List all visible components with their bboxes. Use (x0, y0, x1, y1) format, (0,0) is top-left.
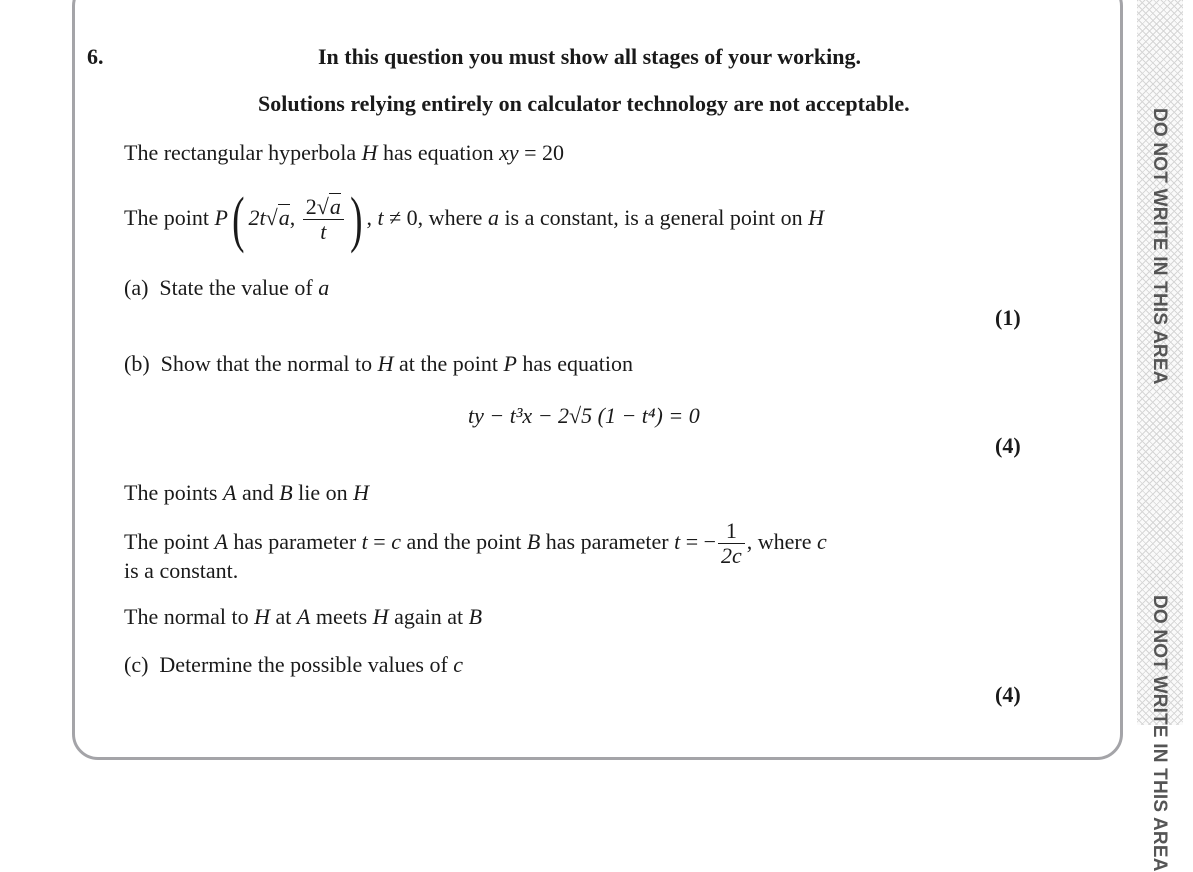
marks-b: (4) (995, 433, 1021, 458)
comma: , (289, 205, 296, 230)
question-number: 6. (87, 44, 104, 69)
denominator: t (320, 219, 327, 245)
text: = − (680, 529, 717, 554)
text: at (270, 604, 297, 629)
var-B: B (279, 480, 293, 505)
text: State the value of (159, 275, 319, 300)
part-b (124, 351, 633, 377)
normal-statement (124, 604, 482, 630)
var-t: t (361, 529, 368, 554)
var-a: a (487, 205, 499, 230)
var-H: H (372, 604, 389, 629)
text: has parameter (540, 529, 675, 554)
constant-statement: is a constant. (124, 558, 239, 583)
normal-equation: ty − t³x − 2√5 (1 − t⁴) = 0 (468, 403, 700, 428)
var-a: a (318, 275, 330, 300)
x-coordinate: 2t (248, 205, 266, 230)
text: , (366, 205, 378, 230)
text: and (236, 480, 280, 505)
var-c: c (391, 529, 401, 554)
text: The point (124, 205, 215, 230)
var-H: H (353, 480, 370, 505)
radicand: a (278, 205, 290, 230)
var-c: c (817, 529, 827, 554)
var-A: A (296, 604, 311, 629)
text: Show that the normal to (160, 351, 378, 376)
var-B: B (468, 604, 483, 629)
text: again at (388, 604, 469, 629)
points-ab-statement (124, 480, 369, 506)
part-c (124, 652, 463, 678)
text: lie on (292, 480, 354, 505)
part-label: (b) (124, 351, 150, 376)
var-c: c (453, 652, 464, 677)
y-coordinate-fraction: $\frac{2√a}{t}$ (303, 195, 344, 244)
text: The rectangular hyperbola (124, 140, 362, 165)
text: has parameter (227, 529, 362, 554)
var-H: H (808, 205, 824, 230)
text: , where (746, 529, 818, 554)
var-P: P (214, 205, 228, 230)
part-label: (a) (124, 275, 149, 300)
text: and the point (400, 529, 527, 554)
instruction-1: In this question you must show all stages of your working. (318, 44, 861, 69)
instruction-2: Solutions relying entirely on calculator technology are not acceptable. (258, 91, 910, 116)
fraction (718, 519, 745, 568)
text: has equation (377, 140, 500, 165)
part-a (124, 275, 329, 301)
text: meets (310, 604, 373, 629)
text: The points (124, 480, 223, 505)
margin-warning: DO NOT WRITE IN THIS AREA (1149, 108, 1170, 385)
var-H: H (254, 604, 271, 629)
var-A: A (223, 480, 237, 505)
text: ≠ 0, where (383, 205, 488, 230)
hyperbola-statement (124, 140, 564, 166)
text: The normal to (124, 604, 255, 629)
text: = 20 (518, 140, 565, 165)
text: at the point (393, 351, 504, 376)
var-t: t (674, 529, 681, 554)
text: is a constant, is a general point on (498, 205, 809, 230)
margin-warning-2: DO NOT WRITE IN THIS AREA (1149, 595, 1170, 872)
var-B: B (526, 529, 541, 554)
text: The point (124, 529, 215, 554)
paren-left: ( (232, 185, 245, 254)
paren-right: ) (349, 185, 363, 254)
denominator: 2c (721, 543, 742, 569)
var-t: t (377, 205, 384, 230)
var-xy: xy (499, 140, 519, 165)
text: has equation (516, 351, 633, 376)
numerator: 2 (305, 194, 317, 220)
var-P: P (503, 351, 517, 376)
var-A: A (214, 529, 228, 554)
marks-a: (1) (995, 305, 1021, 330)
var-H: H (361, 140, 378, 165)
part-label: (c) (124, 652, 149, 677)
text: Determine the possible values of (159, 652, 454, 677)
text: = (367, 529, 392, 554)
point-p-statement: The point P( 2t√a, $\frac{2√a}{t}$ ) , t ≠ 0, where a is a constant, is a general point on H (124, 185, 824, 254)
marks-c: (4) (995, 682, 1021, 707)
radicand: a (329, 194, 341, 220)
numerator: 1 (718, 519, 745, 544)
var-H: H (377, 351, 394, 376)
